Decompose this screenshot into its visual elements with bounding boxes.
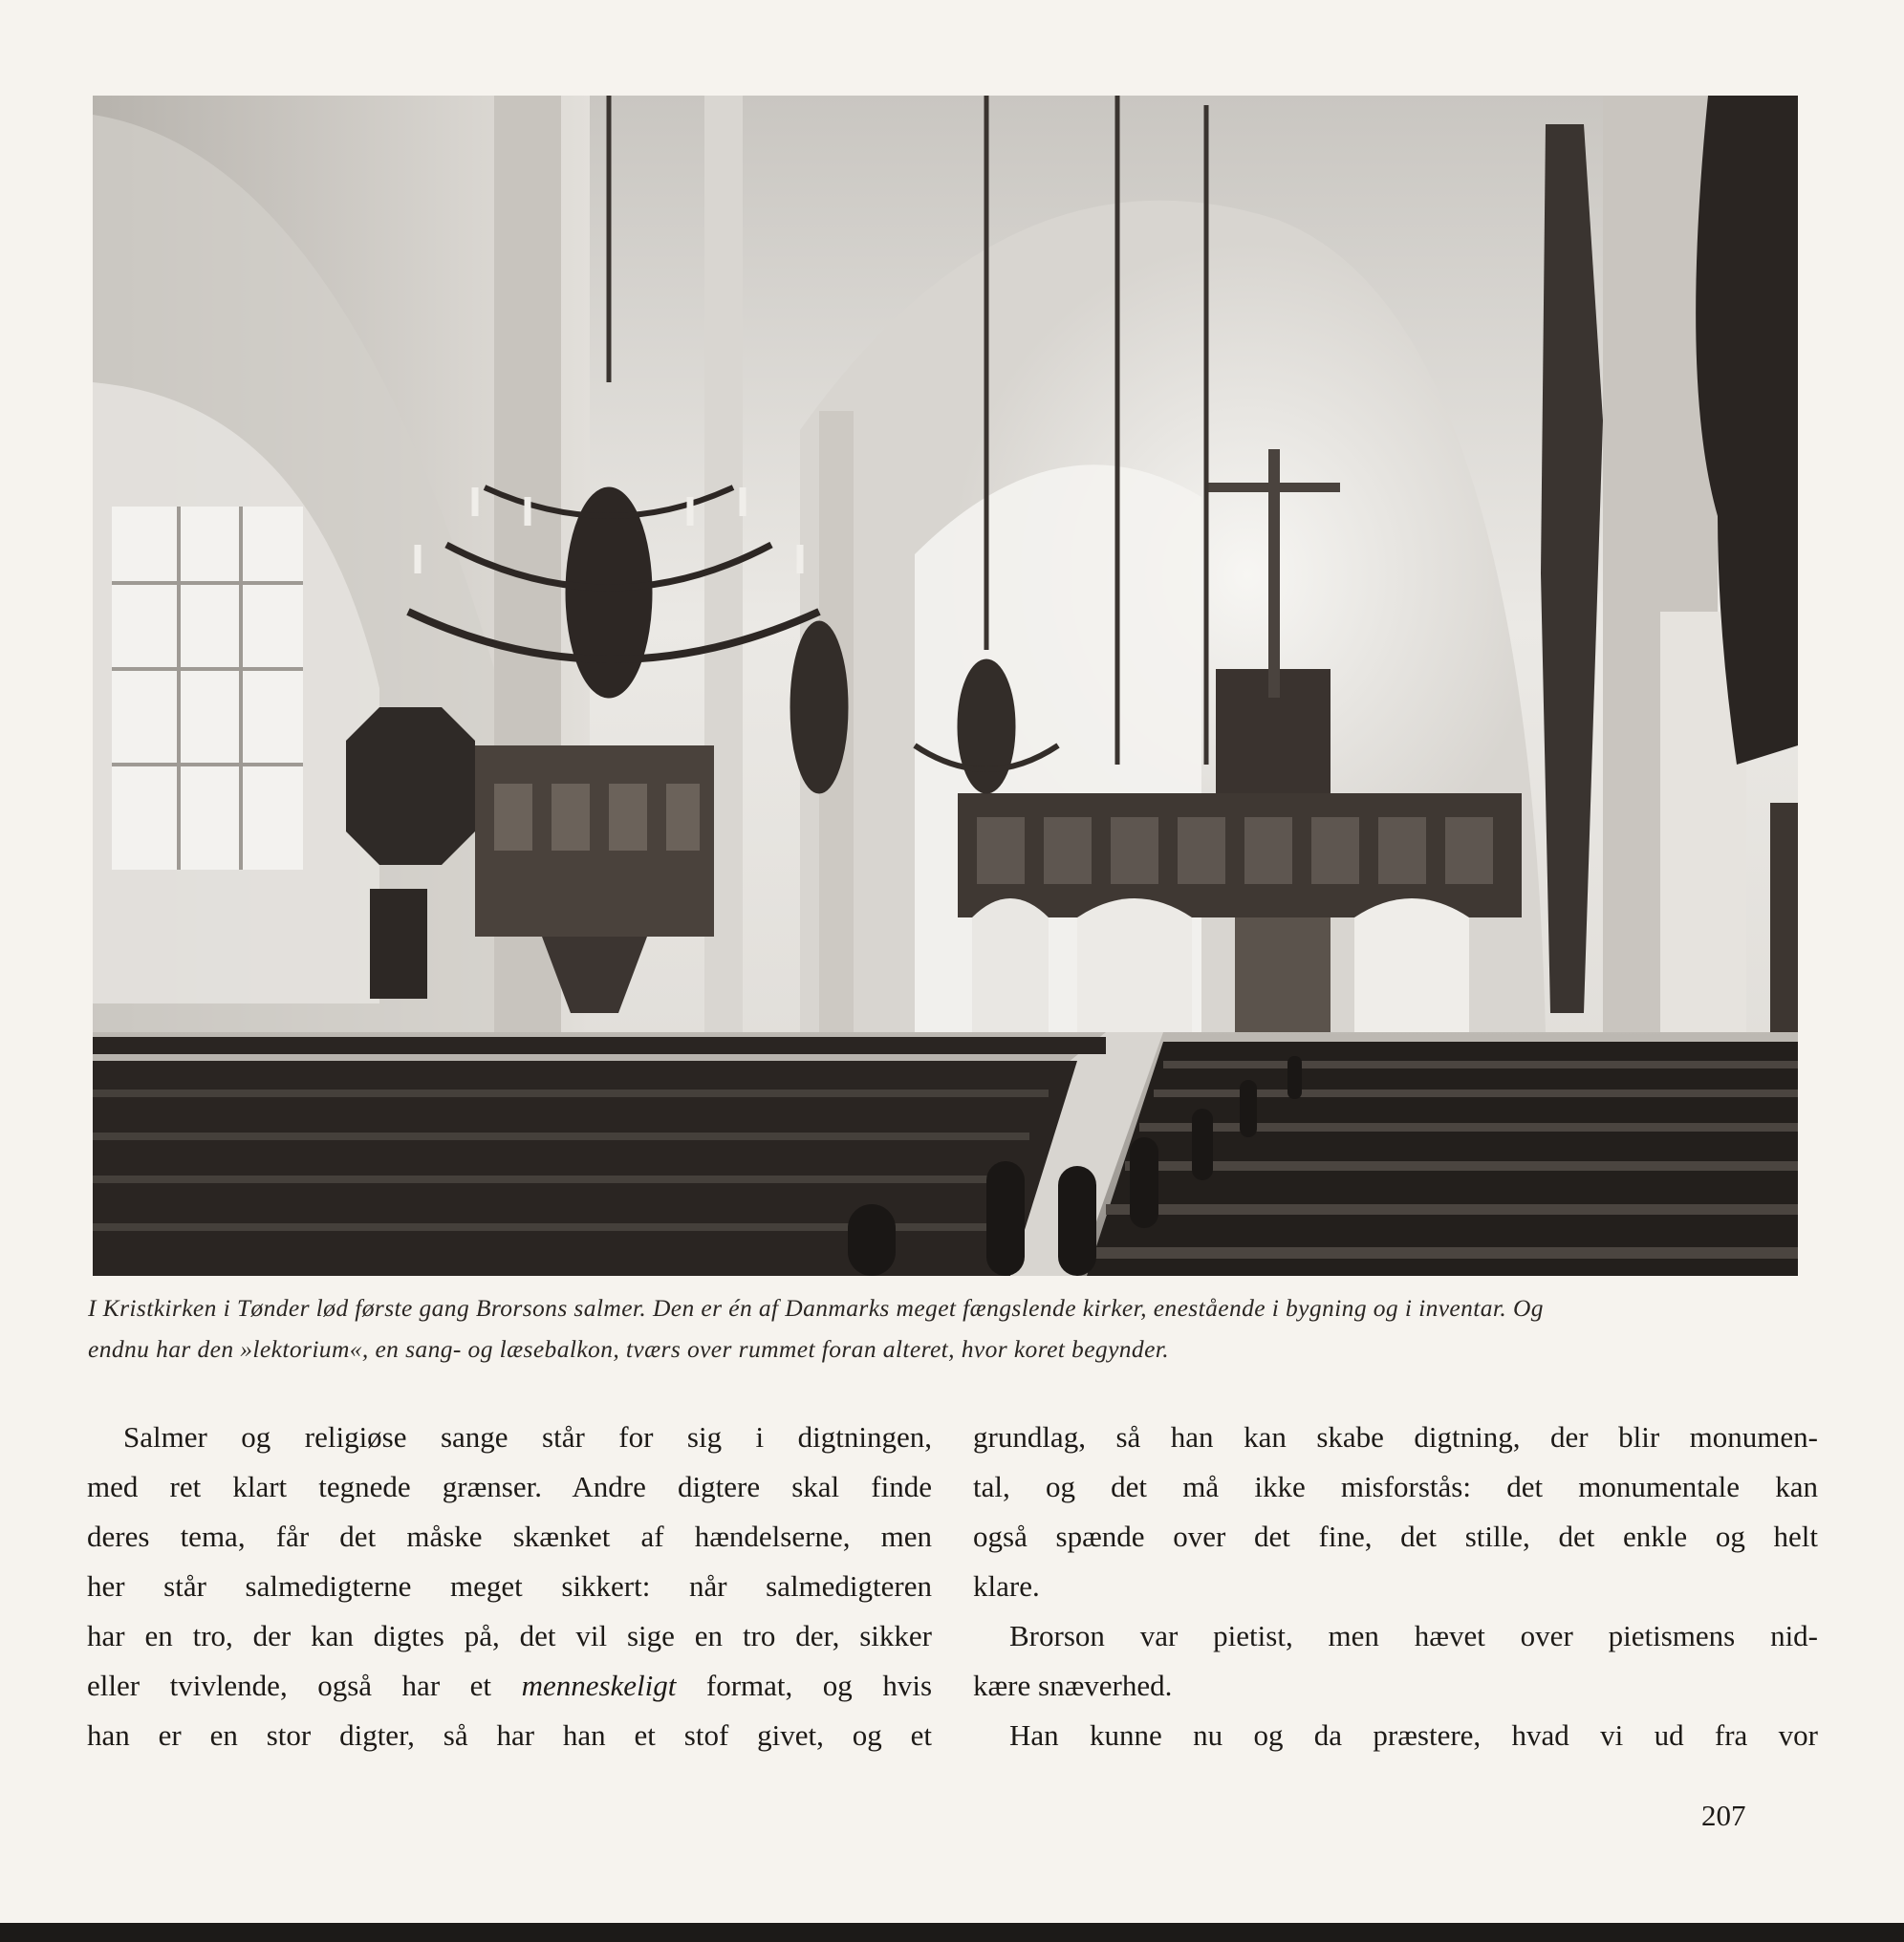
text-column-left	[87, 1413, 932, 1760]
church-interior-photo	[93, 96, 1798, 1276]
body-line: Han kunne nu og da præstere, hvad vi ud fra vor	[1009, 1718, 1818, 1752]
body-line: deres tema, får det måske skænket af hændelserne, men	[87, 1520, 932, 1553]
body-line: med ret klart tegnede grænser. Andre digtere skal finde	[87, 1470, 932, 1503]
body-line: tal, og det må ikke misforstås: det monumentale kan	[973, 1470, 1818, 1503]
body-line: også spænde over det fine, det stille, det enkle og helt	[973, 1520, 1818, 1553]
photo-caption	[88, 1287, 1808, 1370]
page-number: 207	[1701, 1799, 1746, 1832]
church-interior-photo-icon	[93, 96, 1798, 1276]
text-column-right	[973, 1413, 1818, 1760]
body-line: kære snæverhed.	[973, 1669, 1173, 1702]
body-text: format, og hvis	[676, 1669, 933, 1702]
body-line: klare.	[973, 1569, 1040, 1603]
caption-line: endnu har den »lektorium«, en sang- og læsebalkon, tværs over rummet foran alteret, hvor koret begynder.	[88, 1335, 1170, 1363]
body-line: her står salmedigterne meget sikkert: når salmedigteren	[87, 1569, 932, 1603]
caption-line: I Kristkirken i Tønder lød første gang Brorsons salmer. Den er én af Danmarks meget fængslende kirker, enestående i bygning og i inventar. Og	[88, 1294, 1544, 1322]
body-line	[87, 1661, 932, 1711]
body-line: grundlag, så han kan skabe digtning, der blir monumen-	[973, 1420, 1818, 1454]
body-text: eller tvivlende, også har et	[87, 1669, 522, 1702]
body-line: Brorson var pietist, men hævet over pietismens nid-	[1009, 1619, 1818, 1652]
page-edge	[0, 1923, 1904, 1942]
emphasis-text: menneskeligt	[521, 1669, 677, 1702]
body-line: han er en stor digter, så har han et stof givet, og et	[87, 1718, 932, 1752]
body-line: Salmer og religiøse sange står for sig i digtningen,	[123, 1420, 932, 1454]
body-line: har en tro, der kan digtes på, det vil sige en tro der, sikker	[87, 1619, 932, 1652]
